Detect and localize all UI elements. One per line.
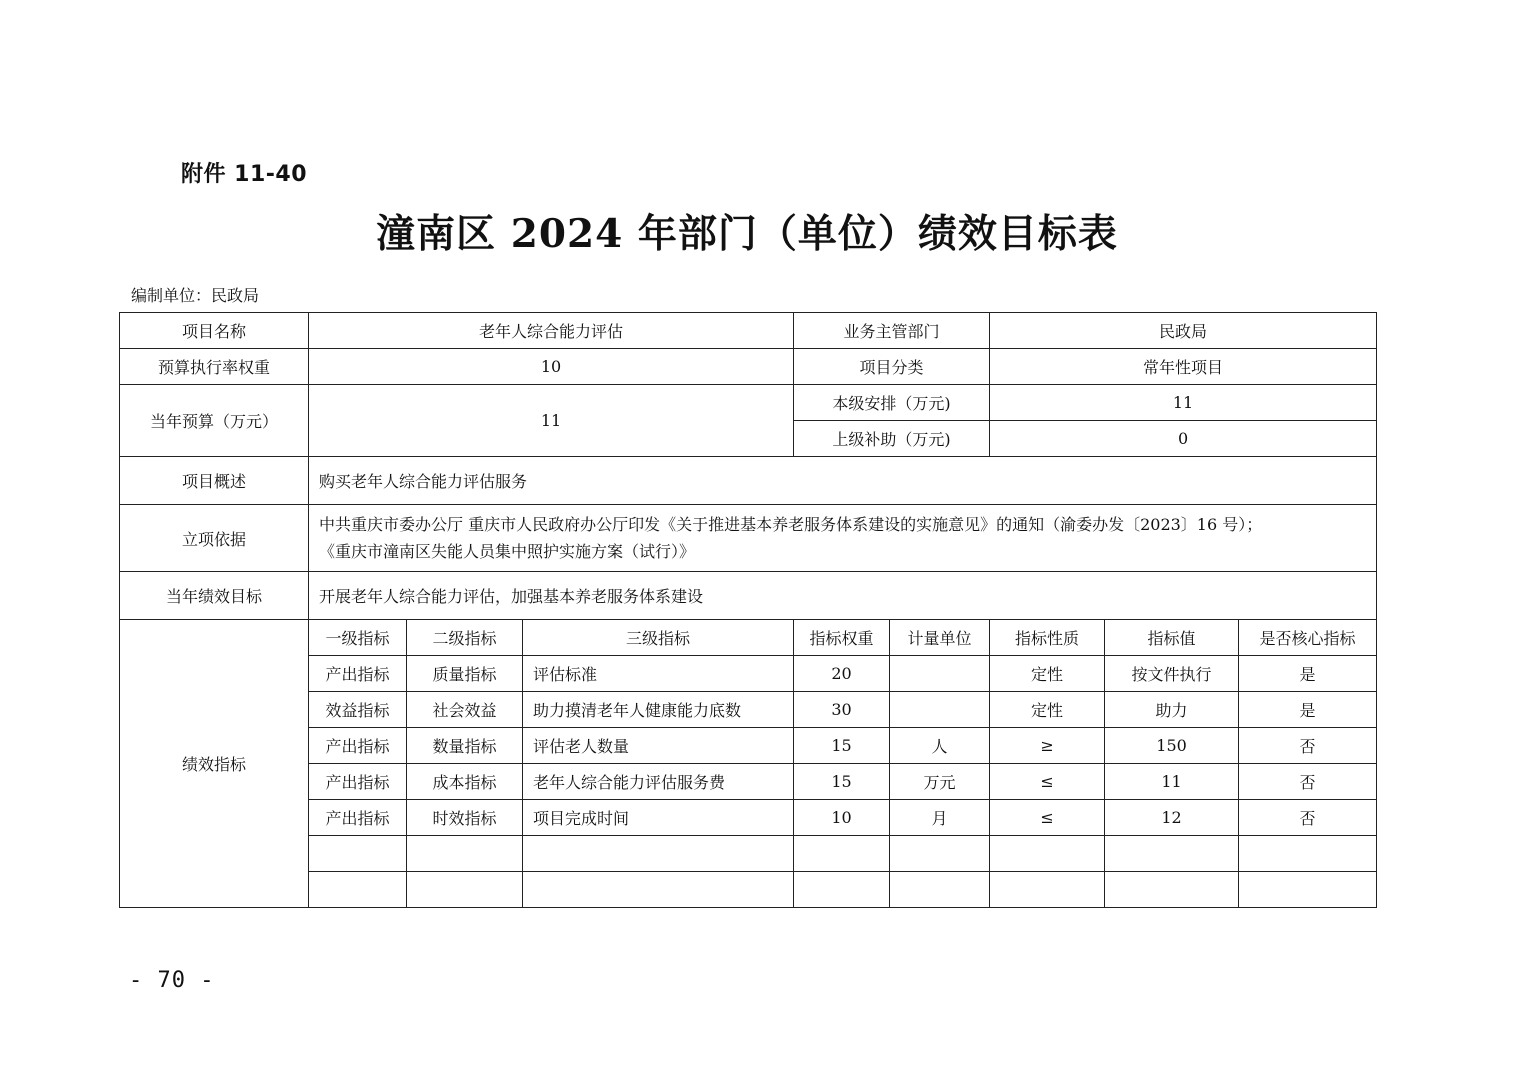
level2-cell: 质量指标 xyxy=(407,656,523,692)
unit-cell: 人 xyxy=(890,728,990,764)
basis-label: 立项依据 xyxy=(120,505,309,572)
category-value: 常年性项目 xyxy=(990,349,1377,385)
overview-label: 项目概述 xyxy=(120,457,309,505)
indicator-row-empty xyxy=(120,836,1377,872)
unit-cell xyxy=(890,872,990,908)
indicator-row xyxy=(120,692,1377,728)
core-cell: 否 xyxy=(1239,728,1377,764)
header-level3: 三级指标 xyxy=(523,620,794,656)
annual-goal-label: 当年绩效目标 xyxy=(120,572,309,620)
unit-cell xyxy=(890,692,990,728)
annual-goal-value: 开展老年人综合能力评估，加强基本养老服务体系建设 xyxy=(309,572,1377,620)
weight-cell: 10 xyxy=(794,800,890,836)
level1-cell: 产出指标 xyxy=(309,728,407,764)
basis-line-2: 《重庆市潼南区失能人员集中照护实施方案（试行）》 xyxy=(319,542,696,561)
level3-cell xyxy=(523,872,794,908)
level3-cell: 助力摸清老年人健康能力底数 xyxy=(523,692,794,728)
core-cell xyxy=(1239,836,1377,872)
core-cell: 否 xyxy=(1239,800,1377,836)
header-level1: 一级指标 xyxy=(309,620,407,656)
table-row xyxy=(120,349,1377,385)
annual-budget-value: 11 xyxy=(309,385,794,457)
nature-cell: ≤ xyxy=(990,800,1105,836)
table-row xyxy=(120,457,1377,505)
attachment-label: 附件 11-40 xyxy=(181,162,308,187)
header-core: 是否核心指标 xyxy=(1239,620,1377,656)
weight-cell: 30 xyxy=(794,692,890,728)
dept-value: 民政局 xyxy=(990,313,1377,349)
value-cell xyxy=(1105,872,1239,908)
weight-cell xyxy=(794,836,890,872)
nature-cell: 定性 xyxy=(990,692,1105,728)
nature-cell: ≤ xyxy=(990,764,1105,800)
budget-weight-label: 预算执行率权重 xyxy=(120,349,309,385)
value-cell: 150 xyxy=(1105,728,1239,764)
indicators-section-label: 绩效指标 xyxy=(120,620,309,908)
level2-cell xyxy=(407,872,523,908)
weight-cell: 15 xyxy=(794,728,890,764)
value-cell: 12 xyxy=(1105,800,1239,836)
basis-value xyxy=(309,505,1377,572)
indicator-header-row xyxy=(120,620,1377,656)
upper-subsidy-label: 上级补助（万元) xyxy=(794,421,990,457)
value-cell: 助力 xyxy=(1105,692,1239,728)
indicator-row xyxy=(120,728,1377,764)
local-funding-label: 本级安排（万元) xyxy=(794,385,990,421)
unit-cell xyxy=(890,836,990,872)
value-cell: 按文件执行 xyxy=(1105,656,1239,692)
dept-label: 业务主管部门 xyxy=(794,313,990,349)
budget-weight-value: 10 xyxy=(309,349,794,385)
table-row xyxy=(120,505,1377,572)
table-row xyxy=(120,313,1377,349)
table-row xyxy=(120,385,1377,421)
level2-cell: 时效指标 xyxy=(407,800,523,836)
weight-cell: 20 xyxy=(794,656,890,692)
level3-cell: 评估老人数量 xyxy=(523,728,794,764)
local-funding-value: 11 xyxy=(990,385,1377,421)
level1-cell: 产出指标 xyxy=(309,764,407,800)
document-title: 潼南区 2024 年部门（单位）绩效目标表 xyxy=(376,211,1118,257)
annual-budget-label: 当年预算（万元） xyxy=(120,385,309,457)
header-weight: 指标权重 xyxy=(794,620,890,656)
table-row xyxy=(120,572,1377,620)
value-cell: 11 xyxy=(1105,764,1239,800)
indicator-row xyxy=(120,800,1377,836)
indicator-row xyxy=(120,656,1377,692)
level1-cell: 产出指标 xyxy=(309,800,407,836)
header-value: 指标值 xyxy=(1105,620,1239,656)
overview-value: 购买老年人综合能力评估服务 xyxy=(309,457,1377,505)
level3-cell xyxy=(523,836,794,872)
compiling-unit-label: 编制单位：民政局 xyxy=(131,286,260,305)
project-name-value: 老年人综合能力评估 xyxy=(309,313,794,349)
core-cell: 是 xyxy=(1239,692,1377,728)
core-cell: 是 xyxy=(1239,656,1377,692)
indicator-row-empty xyxy=(120,872,1377,908)
value-cell xyxy=(1105,836,1239,872)
project-name-label: 项目名称 xyxy=(120,313,309,349)
nature-cell: 定性 xyxy=(990,656,1105,692)
nature-cell: ≥ xyxy=(990,728,1105,764)
category-label: 项目分类 xyxy=(794,349,990,385)
page-number: - 70 - xyxy=(129,968,215,993)
level1-cell: 产出指标 xyxy=(309,656,407,692)
basis-line-1: 中共重庆市委办公厅 重庆市人民政府办公厅印发《关于推进基本养老服务体系建设的实施意见》的通知（渝委办发〔2023〕16 号）； xyxy=(319,515,1263,534)
nature-cell xyxy=(990,872,1105,908)
level3-cell: 项目完成时间 xyxy=(523,800,794,836)
indicator-row xyxy=(120,764,1377,800)
unit-cell xyxy=(890,656,990,692)
level2-cell: 数量指标 xyxy=(407,728,523,764)
core-cell: 否 xyxy=(1239,764,1377,800)
upper-subsidy-value: 0 xyxy=(990,421,1377,457)
level3-cell: 评估标准 xyxy=(523,656,794,692)
level3-cell: 老年人综合能力评估服务费 xyxy=(523,764,794,800)
level2-cell xyxy=(407,836,523,872)
level1-cell xyxy=(309,872,407,908)
level2-cell: 成本指标 xyxy=(407,764,523,800)
level2-cell: 社会效益 xyxy=(407,692,523,728)
weight-cell xyxy=(794,872,890,908)
unit-cell: 万元 xyxy=(890,764,990,800)
nature-cell xyxy=(990,836,1105,872)
level1-cell xyxy=(309,836,407,872)
header-level2: 二级指标 xyxy=(407,620,523,656)
weight-cell: 15 xyxy=(794,764,890,800)
performance-target-table xyxy=(119,312,1377,908)
header-nature: 指标性质 xyxy=(990,620,1105,656)
header-unit: 计量单位 xyxy=(890,620,990,656)
unit-cell: 月 xyxy=(890,800,990,836)
level1-cell: 效益指标 xyxy=(309,692,407,728)
core-cell xyxy=(1239,872,1377,908)
